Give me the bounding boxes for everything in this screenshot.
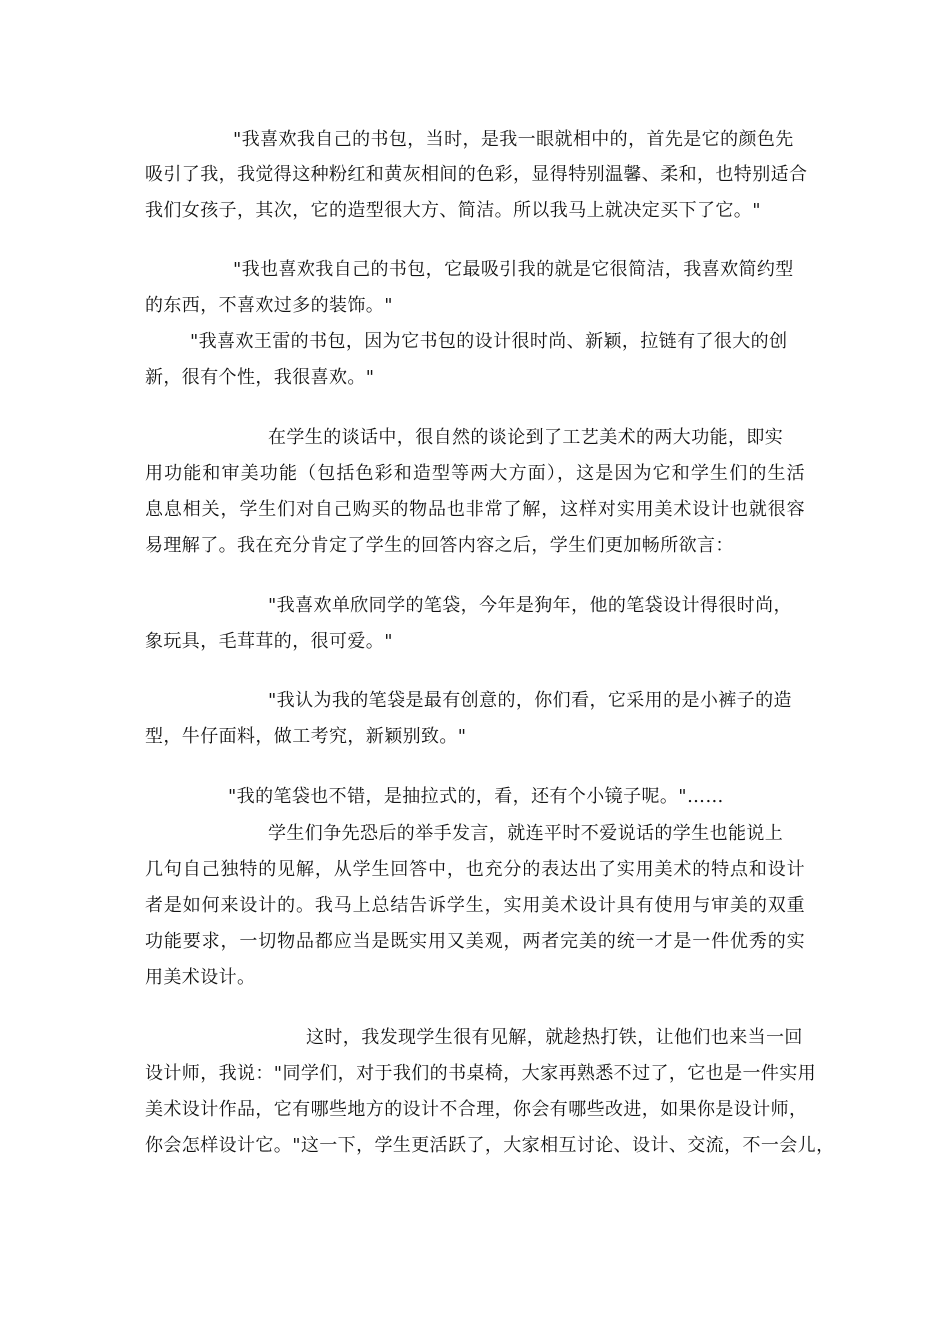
paragraph-line: 功能要求，一切物品都应当是既实用又美观，两者完美的统一才是一件优秀的实 [145, 931, 805, 952]
paragraph-line: "我的笔袋也不错，是抽拉式的，看，还有个小镜子呢。"…… [228, 786, 724, 807]
paragraph-line: 学生们争先恐后的举手发言，就连平时不爱说话的学生也能说上 [268, 823, 784, 844]
paragraph-line: "我喜欢单欣同学的笔袋，今年是狗年，他的笔袋设计得很时尚， [268, 595, 792, 616]
paragraph-line: 这时，我发现学生很有见解，就趁热打铁，让他们也来当一回 [306, 1027, 803, 1048]
paragraph-line: 吸引了我，我觉得这种粉红和黄灰相间的色彩，显得特别温馨、柔和，也特别适合 [145, 164, 808, 185]
paragraph-line: 型，牛仔面料，做工考究，新颖别致。" [145, 726, 467, 747]
paragraph-line: 易理解了。我在充分肯定了学生的回答内容之后，学生们更加畅所欲言： [145, 535, 734, 556]
paragraph-line: "我认为我的笔袋是最有创意的，你们看，它采用的是小裤子的造 [268, 690, 792, 711]
paragraph-line: 新，很有个性，我很喜欢。" [145, 367, 375, 388]
paragraph-line: 的东西，不喜欢过多的装饰。" [145, 295, 393, 316]
paragraph-line: 用功能和审美功能（包括色彩和造型等两大方面），这是因为它和学生们的生活 [145, 463, 805, 484]
paragraph-line: "我喜欢王雷的书包，因为它书包的设计很时尚、新颖，拉链有了很大的创 [190, 331, 788, 352]
paragraph-line: 者是如何来设计的。我马上总结告诉学生，实用美术设计具有使用与审美的双重 [145, 895, 805, 916]
paragraph-line: 象玩具，毛茸茸的，很可爱。" [145, 631, 393, 652]
paragraph-line: "我也喜欢我自己的书包，它最吸引我的就是它很简洁，我喜欢简约型 [233, 259, 794, 280]
paragraph-line: 我们女孩子，其次，它的造型很大方、简洁。所以我马上就决定买下了它。" [145, 200, 761, 221]
paragraph-line: 几句自己独特的见解，从学生回答中，也充分的表达出了实用美术的特点和设计 [145, 859, 805, 880]
paragraph-line: 在学生的谈话中，很自然的谈论到了工艺美术的两大功能，即实 [268, 427, 784, 448]
paragraph-line: 美术设计作品，它有哪些地方的设计不合理，你会有哪些改进，如果你是设计师， [145, 1099, 808, 1120]
paragraph-line: 设计师，我说："同学们，对于我们的书桌椅，大家再熟悉不过了，它也是一件实用 [145, 1063, 817, 1084]
paragraph-line: 用美术设计。 [145, 967, 256, 988]
paragraph-line: "我喜欢我自己的书包，当时，是我一眼就相中的，首先是它的颜色先 [233, 129, 794, 150]
paragraph-line: 息息相关，学生们对自己购买的物品也非常了解，这样对实用美术设计也就很容 [145, 499, 805, 520]
paragraph-line: 你会怎样设计它。"这一下，学生更活跃了，大家相互讨论、设计、交流，不一会儿， [145, 1135, 835, 1156]
